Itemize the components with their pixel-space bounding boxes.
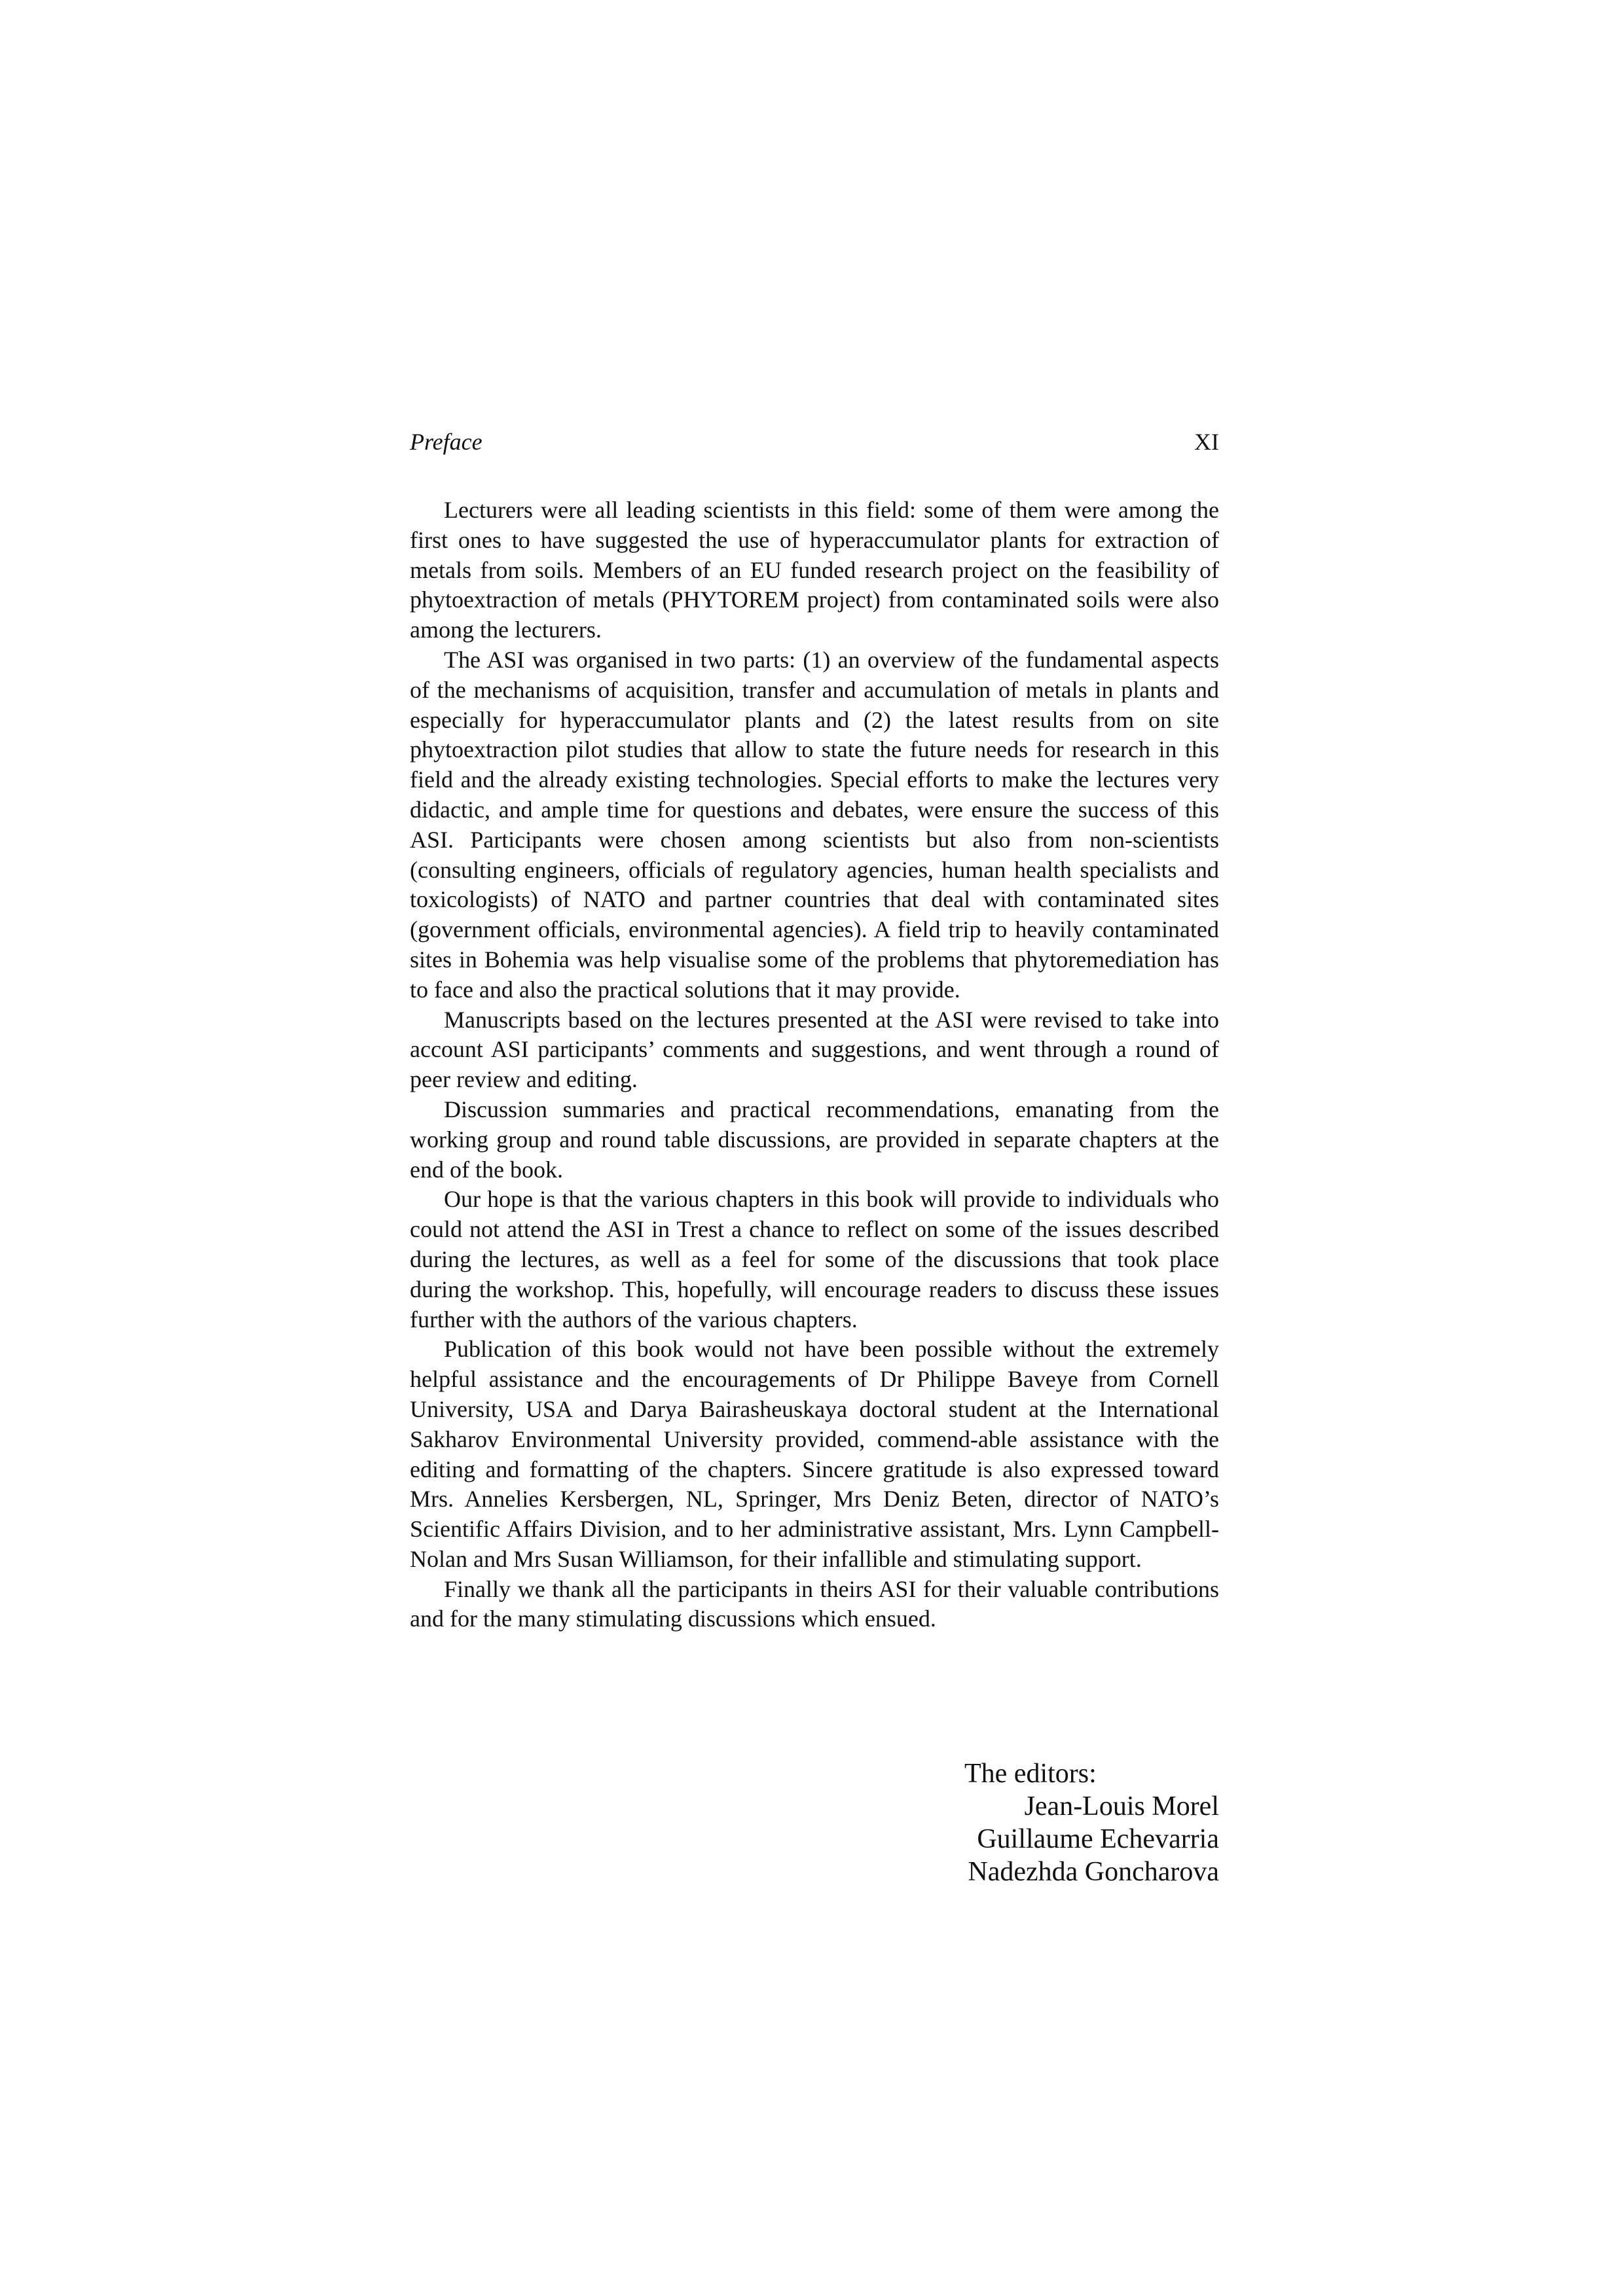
page-header [410, 424, 1219, 459]
paragraph-discussion-summaries: Discussion summaries and practical recommendations, emanating from the working group and round table discussions, are provided in separate chapters at the end of the book. [410, 1096, 1219, 1183]
editors-signature [903, 1757, 1219, 1888]
editor-name: Guillaume Echevarria [977, 1824, 1219, 1854]
paragraph-acknowledgements: Publication of this book would not have been possible without the extremely helpful assistance and the encouragements of Dr Philippe Baveye from Cornell University, USA and Darya Bairasheuskaya doctoral student at the International Sakharov Environmental University provided, commend-able assistance with the editing and formatting of the chapters. Sincere gratitude is also expressed toward Mrs. Annelies Kersbergen, NL, Springer, Mrs Deniz Beten, director of NATO’s Scientific Affairs Division, and to her administrative assistant, Mrs. Lynn Campbell- Nolan and Mrs Susan Williamson, for their infallible and stimulating support. [410, 1336, 1219, 1572]
editor-name: Jean-Louis Morel [1024, 1791, 1219, 1821]
paragraph-our-hope: Our hope is that the various chapters in this book will provide to individuals who could not attend the ASI in Trest a chance to reflect on some of the issues described during the lectures, as well as a feel for some of the discussions that took place during the workshop. This, hopefully, will encourage readers to discuss these issues further with the authors of the various chapters. [410, 1186, 1219, 1333]
paragraph-asi-organisation: The ASI was organised in two parts: (1) an overview of the fundamental aspects of the mechanisms of acquisition, transfer and accumulation of metals in plants and especially for hyperaccumulator plants and (2) the latest results from on site phytoextraction pilot studies that allow to state the future needs for research in this field and the already existing technologies. Special efforts to make the lectures very didactic, and ample time for questions and debates, were ensure the success of this ASI. Participants were chosen among scientists but also from non-scientists (consulting engineers, officials of regulatory agencies, human health specialists and toxicologists) of NATO and partner countries that deal with contaminated sites (government officials, environmental agencies). A field trip to heavily contaminated sites in Bohemia was help visualise some of the problems that phytoremediation has to face and also the practical solutions that it may provide. [410, 646, 1219, 1003]
signature-heading: The editors: [964, 1759, 1097, 1789]
page-number: XI [1194, 429, 1219, 455]
editor-name: Nadezhda Goncharova [968, 1857, 1219, 1887]
paragraph-closing: Finally we thank all the participants in theirs ASI for their valuable contributions and for the many stimulating discussions which ensued. [410, 1575, 1219, 1632]
paragraph-manuscripts: Manuscripts based on the lectures presented at the ASI were revised to take into account ASI participants’ comments and suggestions, and went through a round of peer review and editing. [410, 1006, 1219, 1093]
body-text [410, 495, 1219, 1634]
running-title: Preface [410, 429, 483, 455]
paragraph-lecturers: Lecturers were all leading scientists in this field: some of them were among the first ones to have suggested the use of hyperaccumulator plants for extraction of metals from soils. Members of an EU funded research project on the feasibility of phytoextraction of metals (PHYTOREM project) from contaminated soils were also among the lecturers. [410, 497, 1219, 643]
